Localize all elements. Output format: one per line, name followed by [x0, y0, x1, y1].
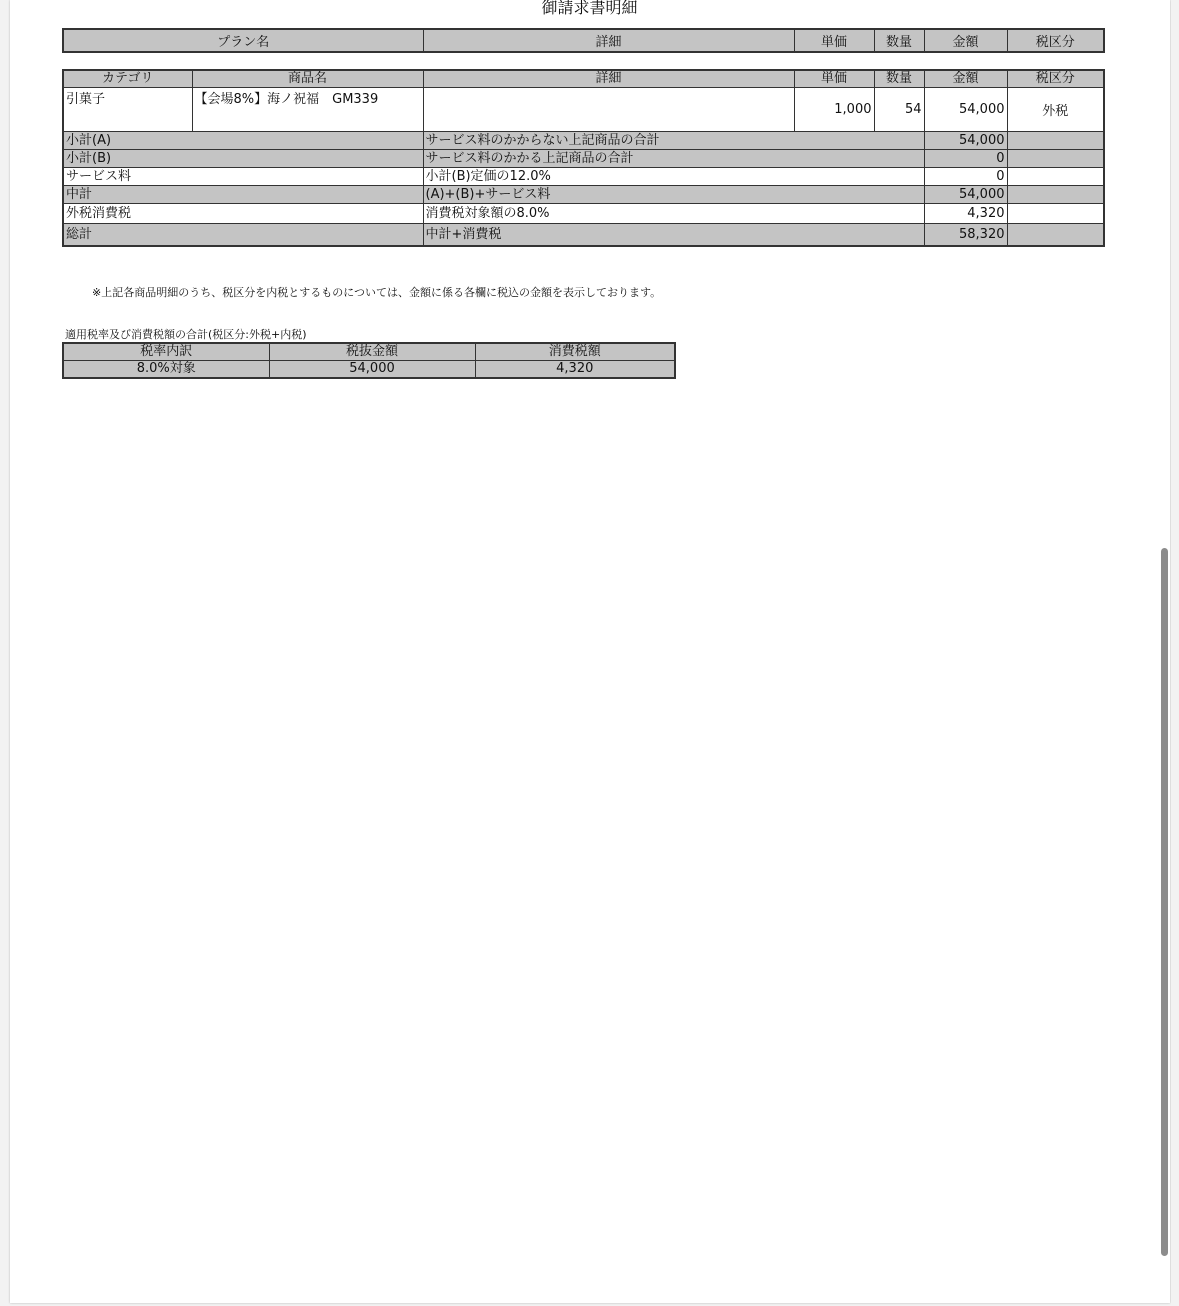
header-tax-type: 税区分 [1007, 70, 1104, 88]
summary-label: 小計(B) [63, 150, 423, 168]
document-title: 御請求書明細 [541, 0, 638, 17]
item-amount: 54,000 [924, 88, 1007, 132]
header-tax-type: 税区分 [1007, 29, 1104, 52]
header-plan-name: プラン名 [63, 29, 423, 52]
summary-detail: 小計(B)定価の12.0% [423, 168, 924, 186]
summary-label: 小計(A) [63, 132, 423, 150]
tax-summary-table [62, 342, 676, 379]
tax-rate: 8.0%対象 [63, 361, 269, 379]
summary-row-subtotal-a [63, 132, 1104, 150]
item-product: 【会場8%】海ノ祝福 GM339 [192, 88, 423, 132]
plan-table-header [63, 29, 1104, 52]
items-table-header [63, 70, 1104, 88]
header-quantity: 数量 [874, 70, 924, 88]
summary-row-consumption-tax [63, 204, 1104, 224]
scrollbar-track[interactable] [1171, 0, 1179, 1306]
header-quantity: 数量 [874, 29, 924, 52]
header-product: 商品名 [192, 70, 423, 88]
item-unit-price: 1,000 [794, 88, 874, 132]
tax-amount: 4,320 [475, 361, 675, 379]
summary-detail: (A)+(B)+サービス料 [423, 186, 924, 204]
tax-summary-header [63, 343, 675, 361]
summary-detail: サービス料のかからない上記商品の合計 [423, 132, 924, 150]
header-amount: 金額 [924, 29, 1007, 52]
scrollbar-thumb[interactable] [1161, 548, 1168, 1256]
summary-blank [1007, 150, 1104, 168]
item-tax-type: 外税 [1007, 88, 1104, 132]
summary-label: 総計 [63, 224, 423, 247]
summary-amount: 58,320 [924, 224, 1007, 247]
summary-amount: 4,320 [924, 204, 1007, 224]
header-unit-price: 単価 [794, 29, 874, 52]
summary-row-service-fee [63, 168, 1104, 186]
summary-detail: 消費税対象額の8.0% [423, 204, 924, 224]
summary-blank [1007, 132, 1104, 150]
summary-blank [1007, 204, 1104, 224]
summary-detail: サービス料のかかる上記商品の合計 [423, 150, 924, 168]
summary-blank [1007, 168, 1104, 186]
summary-label: サービス料 [63, 168, 423, 186]
table-row [63, 88, 1104, 132]
plan-table [62, 28, 1105, 53]
summary-amount: 54,000 [924, 186, 1007, 204]
summary-label: 外税消費税 [63, 204, 423, 224]
table-row [63, 361, 675, 379]
header-detail: 詳細 [423, 29, 794, 52]
summary-label: 中計 [63, 186, 423, 204]
summary-amount: 0 [924, 150, 1007, 168]
header-detail: 詳細 [423, 70, 794, 88]
summary-row-middle-total [63, 186, 1104, 204]
header-tax-rate: 税率内訳 [63, 343, 269, 361]
summary-blank [1007, 224, 1104, 247]
header-amount: 金額 [924, 70, 1007, 88]
summary-amount: 0 [924, 168, 1007, 186]
item-detail [423, 88, 794, 132]
item-category: 引菓子 [63, 88, 192, 132]
header-pretax-amount: 税抜金額 [269, 343, 475, 361]
summary-row-grand-total [63, 224, 1104, 247]
summary-amount: 54,000 [924, 132, 1007, 150]
pretax-amount: 54,000 [269, 361, 475, 379]
item-quantity: 54 [874, 88, 924, 132]
summary-detail: 中計+消費税 [423, 224, 924, 247]
summary-blank [1007, 186, 1104, 204]
summary-row-subtotal-b [63, 150, 1104, 168]
tax-note: ※上記各商品明細のうち、税区分を内税とするものについては、金額に係る各欄に税込の金額を表示しております。 [92, 286, 662, 299]
header-category: カテゴリ [63, 70, 192, 88]
header-unit-price: 単価 [794, 70, 874, 88]
items-table [62, 69, 1105, 247]
header-tax-amount: 消費税額 [475, 343, 675, 361]
tax-summary-caption: 適用税率及び消費税額の合計(税区分:外税+内税) [65, 328, 307, 341]
